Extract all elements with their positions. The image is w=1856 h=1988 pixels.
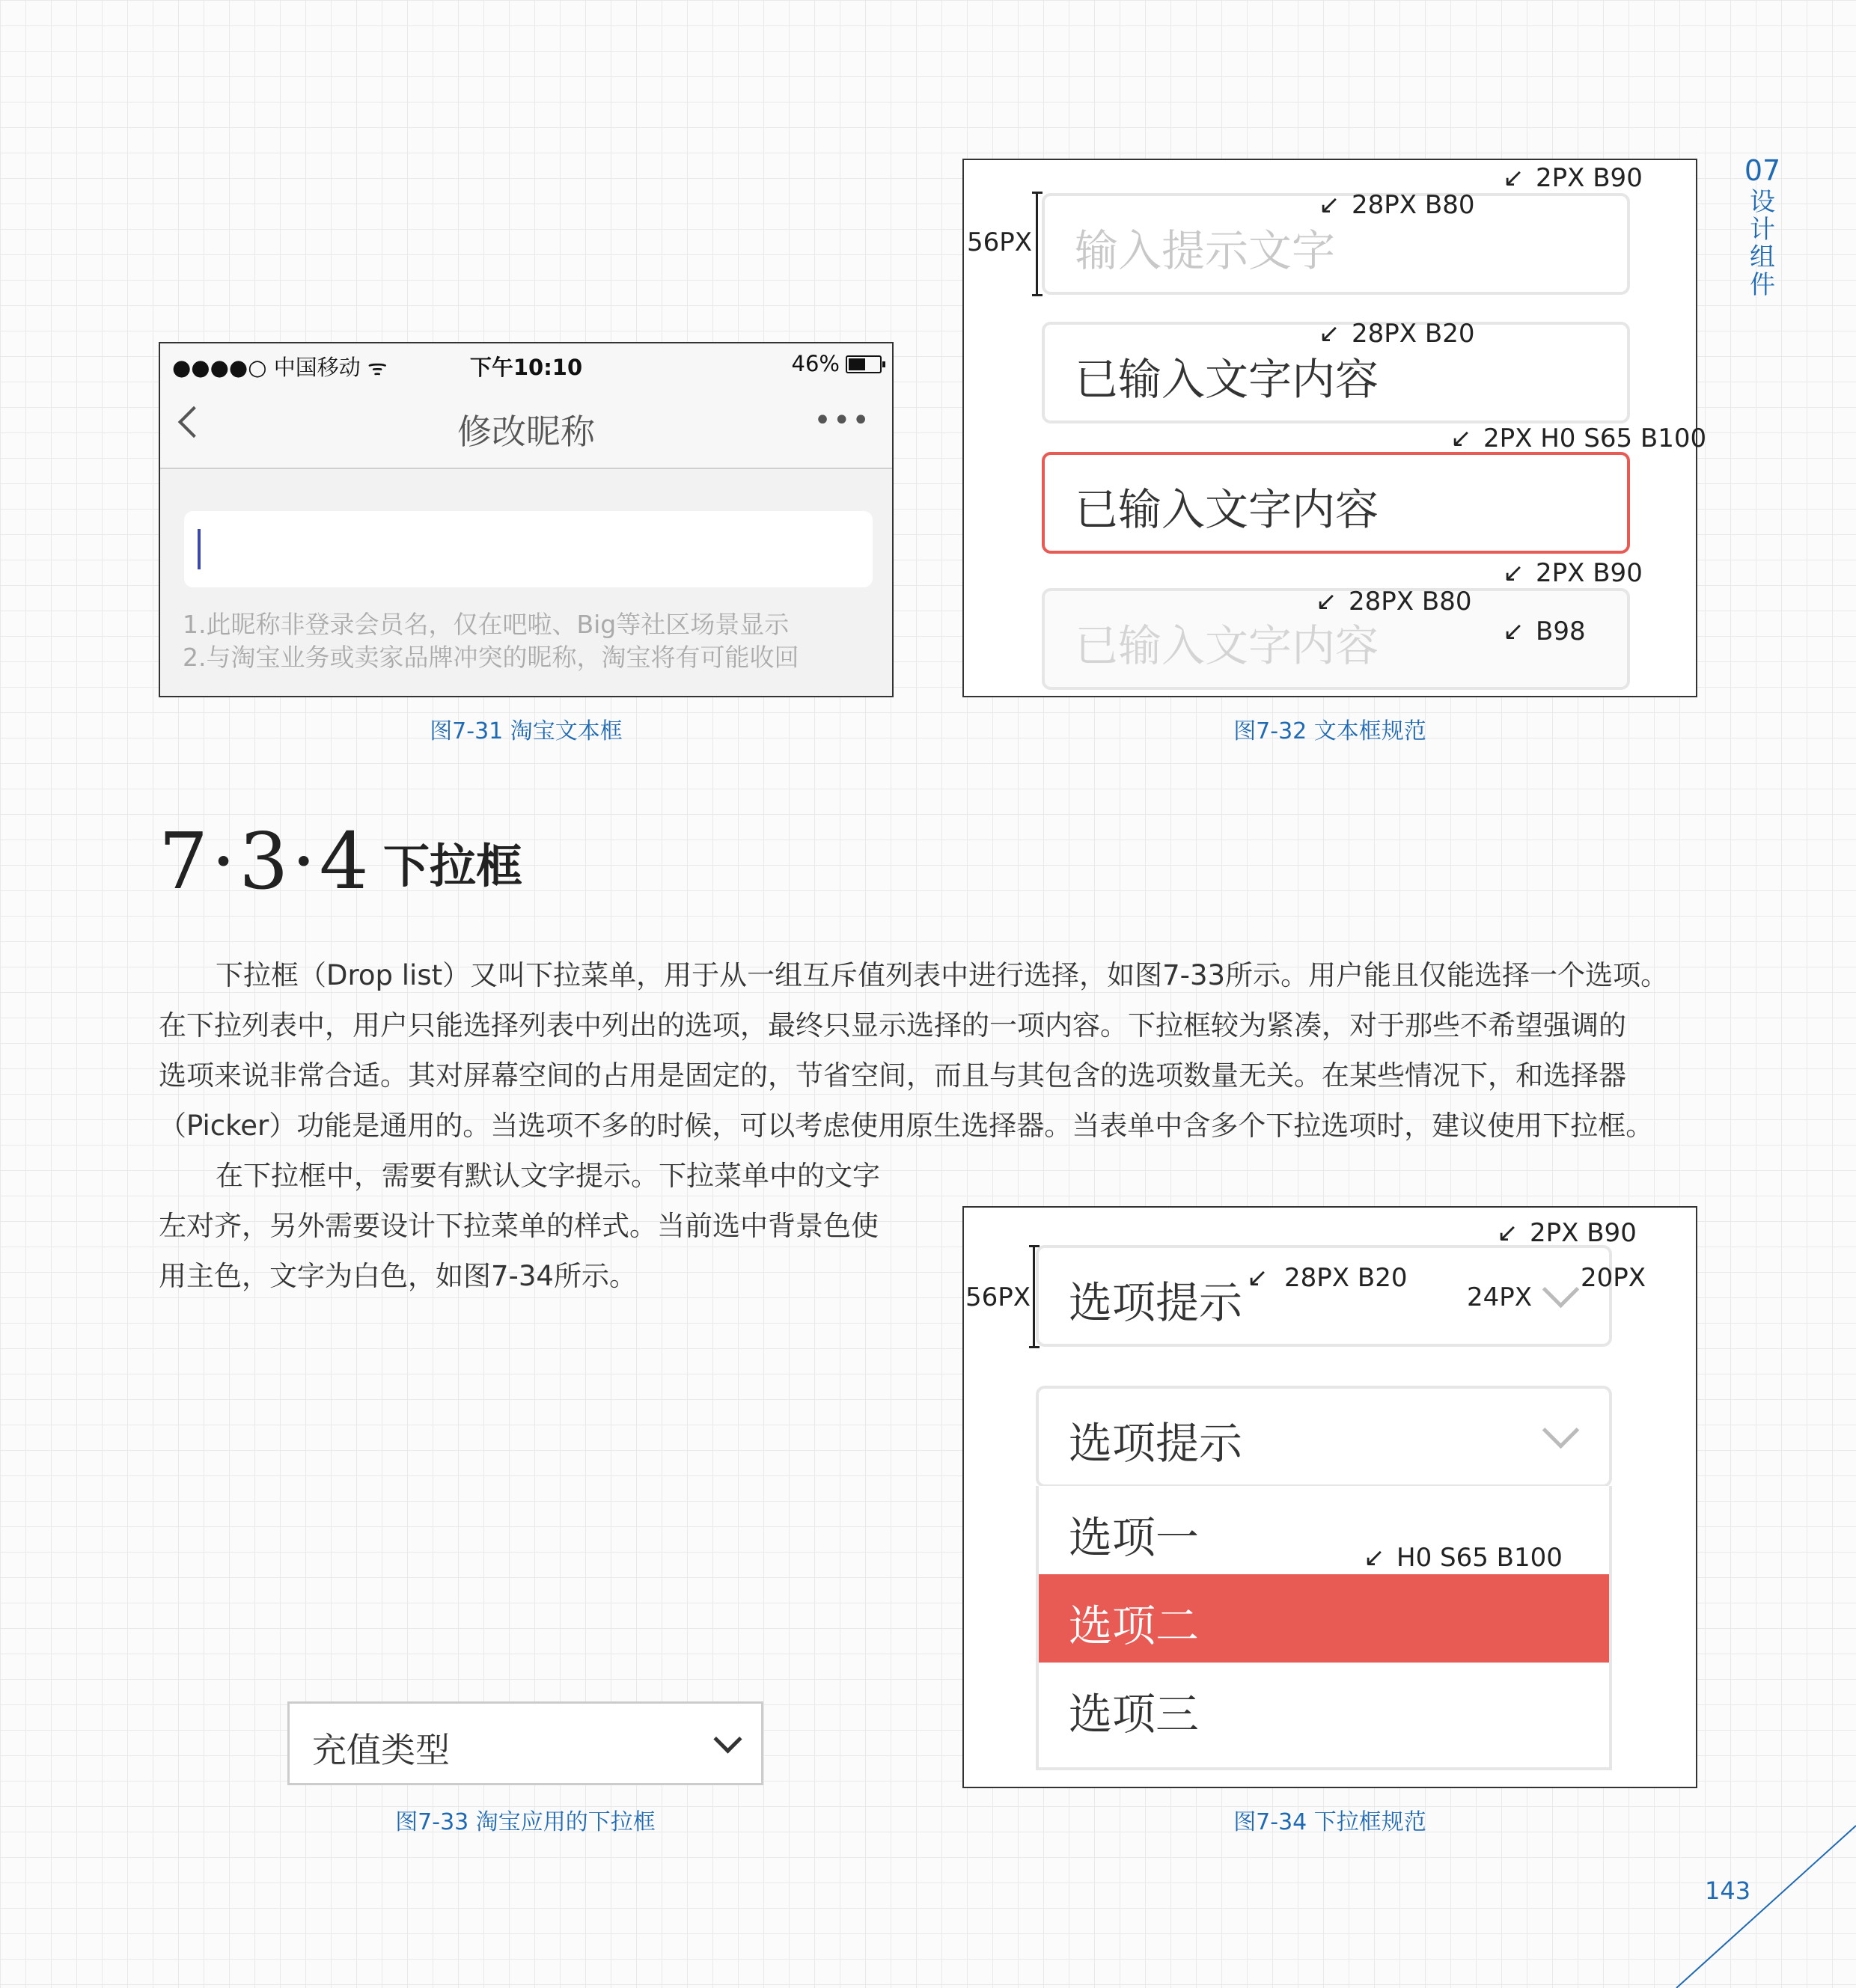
status-bar	[160, 343, 892, 388]
chevron-down-icon	[1542, 1271, 1579, 1308]
caption-7-32: 图7-32 文本框规范	[1233, 718, 1426, 744]
pointer-arrow-icon: ↙	[1503, 558, 1524, 588]
dropdown-option[interactable]	[1039, 1663, 1609, 1751]
annotation-focus-border: 2PX H0 S65 B100	[1483, 423, 1707, 453]
pointer-arrow-icon: ↙	[1316, 587, 1337, 617]
paragraph-2-line: 左对齐，另外需要设计下拉菜单的样式。当前选中背景色使	[159, 1210, 879, 1242]
paragraph-2-line: 在下拉框中，需要有默认文字提示。下拉菜单中的文字	[216, 1160, 880, 1192]
pointer-arrow-icon: ↙	[1503, 617, 1524, 646]
paragraph-2	[159, 1151, 907, 1301]
annotation-icon-size: 24PX	[1467, 1282, 1533, 1312]
caption-7-34: 图7-34 下拉框规范	[1233, 1809, 1426, 1835]
paragraph-1-line: （Picker）功能是通用的。当选项不多的时候，可以考虑使用原生选择器。当表单中含多个下拉选项时，建议使用下拉框。	[159, 1110, 1654, 1142]
textfield-placeholder-text: 输入提示文字	[1075, 225, 1336, 276]
nickname-hint	[183, 608, 799, 674]
paragraph-2-line: 用主色，文字为白色，如图7-34所示。	[159, 1260, 637, 1292]
annotation-border: 2PX B90	[1530, 1218, 1637, 1248]
annotation-border-2: 2PX B90	[1536, 558, 1643, 588]
nav-bar	[160, 388, 892, 469]
caption-7-33: 图7-33 淘宝应用的下拉框	[395, 1809, 656, 1835]
page-number: 143	[1705, 1877, 1751, 1905]
more-icon[interactable]: •••	[813, 403, 871, 438]
option-label: 选项一	[1069, 1512, 1200, 1563]
carrier-signal: ●●●●○ 中国移动 ᯤ	[172, 355, 388, 380]
caption-7-31: 图7-31 淘宝文本框	[430, 718, 623, 744]
phone-body	[160, 469, 892, 696]
chevron-down-icon	[1542, 1412, 1579, 1449]
battery-percent: 46%	[791, 351, 840, 376]
paragraph-1-line: 下拉框（Drop list）又叫下拉菜单，用于从一组互斥值列表中进行选择，如图7-33所示。用户能且仅能选择一个选项。	[216, 959, 1669, 991]
figure-7-33-dropdown[interactable]	[287, 1701, 763, 1785]
section-title: 下拉框	[383, 839, 523, 893]
section-number: 7·3·4	[159, 816, 372, 907]
battery-icon	[846, 355, 882, 373]
paragraph-1-line: 在下拉列表中，用户只能选择列表中列出的选项，最终只显示选择的一项内容。下拉框较为紧凑，对于那些不希望强调的	[159, 1009, 1626, 1042]
dropdown-label: 充值类型	[312, 1730, 450, 1770]
nickname-input[interactable]	[184, 511, 873, 587]
dropdown-options-list	[1036, 1486, 1612, 1770]
height-label: 56PX	[967, 227, 1033, 257]
annotation-font-1: 28PX B80	[1352, 190, 1475, 220]
hint-line-1: 1.此昵称非登录会员名，仅在吧啦、Big等社区场景显示	[183, 610, 790, 639]
annotation-selected-color: H0 S65 B100	[1396, 1543, 1563, 1573]
dropdown-option-selected[interactable]	[1039, 1574, 1609, 1663]
figure-7-32-textfield-spec	[962, 159, 1707, 697]
figure-7-31-phone-screenshot	[159, 342, 894, 697]
annotation-border-1: 2PX B90	[1536, 163, 1643, 193]
pointer-arrow-icon: ↙	[1503, 163, 1524, 193]
dropdown-placeholder: 选项提示	[1069, 1277, 1243, 1328]
status-time: 下午10:10	[469, 355, 583, 380]
annotation-icon-margin: 20PX	[1581, 1263, 1646, 1293]
textfield-focused[interactable]	[1042, 452, 1630, 554]
option-label: 选项二	[1069, 1600, 1200, 1651]
pointer-arrow-icon: ↙	[1319, 190, 1340, 220]
chapter-title: 设计组件	[1750, 187, 1775, 300]
text-caret	[198, 529, 201, 569]
nav-title: 修改昵称	[457, 412, 595, 452]
pointer-arrow-icon: ↙	[1497, 1218, 1518, 1248]
option-label: 选项三	[1069, 1689, 1200, 1740]
pointer-arrow-icon: ↙	[1450, 423, 1472, 453]
dropdown-spec-open[interactable]	[1036, 1386, 1612, 1487]
chapter-number: 07	[1744, 154, 1781, 187]
height-label: 56PX	[965, 1282, 1031, 1312]
height-measure	[1036, 192, 1045, 296]
annotation-bg: B98	[1536, 617, 1586, 646]
annotation-font-2: 28PX B20	[1352, 319, 1475, 349]
dropdown-placeholder: 选项提示	[1069, 1418, 1243, 1469]
pointer-arrow-icon: ↙	[1319, 319, 1340, 349]
corner-decoration	[1669, 1811, 1856, 1988]
annotation-font: 28PX B20	[1284, 1263, 1408, 1293]
chevron-down-icon	[713, 1725, 742, 1753]
height-measure	[1033, 1245, 1043, 1348]
paragraph-1-line: 选项来说非常合适。其对屏幕空间的占用是固定的，节省空间，而且与其包含的选项数量无关。在某些情况下，和选择器	[159, 1059, 1626, 1092]
hint-line-2: 2.与淘宝业务或卖家品牌冲突的昵称，淘宝将有可能收回	[183, 643, 799, 672]
paragraph-1	[159, 950, 1700, 1151]
textfield-disabled-text: 已输入文字内容	[1075, 620, 1379, 671]
textfield-filled-text: 已输入文字内容	[1075, 354, 1379, 405]
annotation-font-3: 28PX B80	[1349, 587, 1472, 617]
pointer-arrow-icon: ↙	[1364, 1543, 1385, 1573]
figure-7-34-dropdown-spec	[962, 1206, 1697, 1788]
pointer-arrow-icon: ↙	[1247, 1263, 1269, 1293]
textfield-focused-text: 已输入文字内容	[1075, 484, 1379, 535]
